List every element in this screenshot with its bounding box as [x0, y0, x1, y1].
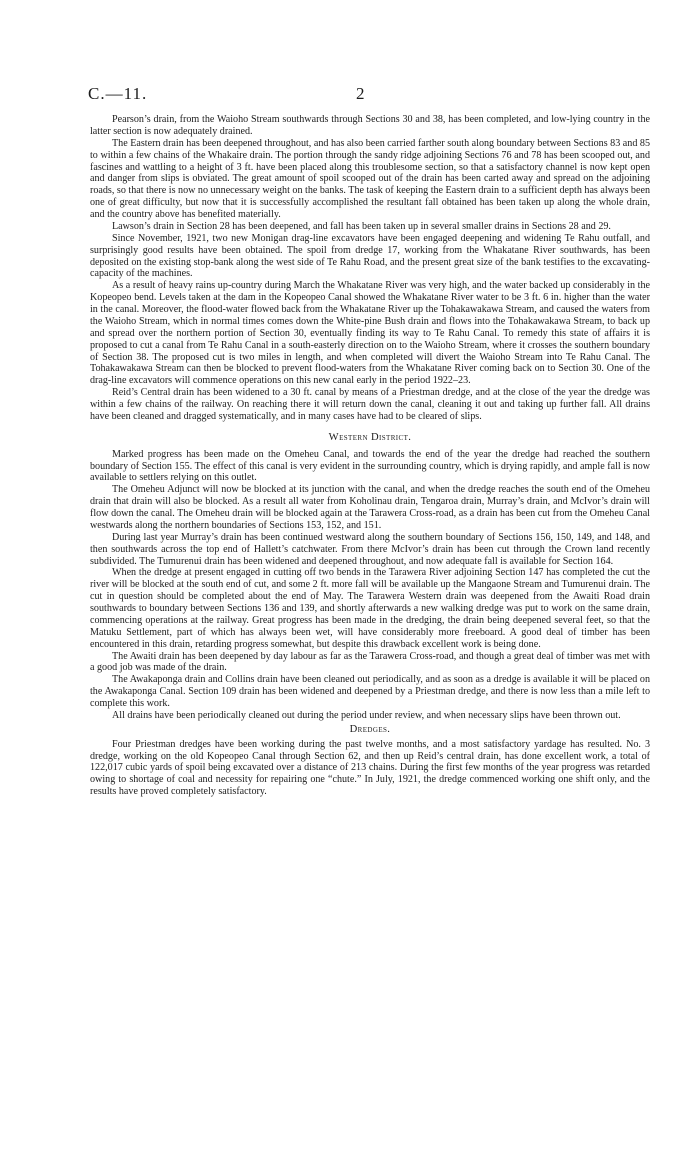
paragraph-murrays-drain: During last year Murray’s drain has been continued westward along the southern boundary of Sections 156, 150, 149, and 148, and then southwards across the top end of Hallett’s catchwater. From there McIvor’s drain has been cut through the Crown land recently subdivided. The Tumurenui drain has been widened and deepened throughout, and now adequate fall is available for Section 164. [90, 531, 650, 567]
paragraph-lawsons-drain: Lawson’s drain in Section 28 has been deepened, and fall has been taken up in several smaller drains in Sections 28 and 29. [112, 220, 611, 232]
paragraph-drag-line-excavators: Since November, 1921, two new Monigan drag-line excavators have been engaged deepening and widening Te Rahu outfall, and surprisingly good results have been obtained. The spoil from dredge 17, working from the Whakatane River southwards, has been deposited on the existing stop-bank along the west side of Te Rahu Road, and the present great size of the bank testifies to the excavating-capacity of the machines. [90, 232, 650, 280]
paragraph-omeheu-adjunct: The Omeheu Adjunct will now be blocked at its junction with the canal, and when the dredge reaches the south end of the Omeheu drain that drain will also be blocked. As a result all water from Koholinau drain, Tengaroa drain, Murray’s drain, and McIvor’s drain will flow down the canal. The Omeheu drain will be blocked again at the Tarawera Cross-road, as a drain has been cut from the Omeheu Canal westwards along the northern boundaries of Sections 153, 152, and 151. [90, 484, 650, 531]
paragraph-pearsons-drain: Pearson’s drain, from the Waioho Stream southwards through Sections 30 and 38, has been completed, and low-lying country in the latter section is now adequately drained. [90, 114, 650, 137]
section-heading-western-district: Western District. [328, 431, 412, 443]
paragraph-omeheu-canal: Marked progress has been made on the Omeheu Canal, and towards the end of the year the dredge had reached the southern boundary of Section 155. The effect of this canal is very evident in the surrounding country, which is drying rapidly, and ample fall is now available to settlers relying on this outlet. [90, 448, 650, 484]
paragraph-heavy-rains: As a result of heavy rains up-country during March the Whakatane River was very high, and the water backed up considerably in the Kopeopeo bend. Levels taken at the dam in the Kopeopeo Canal showed the Whakatane River water to be 3 ft. 6 in. higher than the water in the canal. Moreover, the flood-water flowed back from the Whakatane River up the Tohakawakawa Stream, and caused the waters from the Waioho Stream, which in normal times comes down the White-pine Bush drain and flows into the Tohakawakawa Stream, to back up and spread over the northern portion of Section 30, eventually finding its way to Te Rahu Canal. To remedy this state of affairs it is proposed to cut a canal from Te Rahu Canal in a south-easterly direction on to the Waioho Stream, where it crosses the southern boundary of Section 38. The proposed cut is two miles in length, and when completed will divert the Waioho Stream into Te Rahu Canal. The Tohakawakawa Stream can then be blocked to prevent flood-waters from the Whakatane River coming back on to Section 30. One of the drag-line excavators will commence operations on this new canal early in the period 1922–23. [90, 280, 650, 387]
paragraph-awaiti-drain: The Awaiti drain has been deepened by day labour as far as the Tarawera Cross-road, and though a great deal of timber was met with a good job was made of the drain. [90, 650, 650, 674]
page-header [88, 84, 648, 106]
paragraph-tarawera-dredge: When the dredge at present engaged in cutting off two bends in the Tarawera River adjoining Section 147 has completed the cut the river will be blocked at the south end of cut, and some 2 ft. more fall will be available up the Mangaone Stream and Tumurenui drain. The cut in question should be completed about the end of May. The Tarawera Western drain was deepened from the Awaiti Road drain southwards to boundary between Sections 136 and 139, and shortly afterwards a new walking dredge was put to work on the same drain, commencing operations at the railway. Great progress has been made in the dredging, the drain being deepened several feet, so that the Matuku Settlement, part of which has always been wet, will have considerably more freeboard. A good deal of timber has been encountered in this drain, retarding progress somewhat, but despite this drawback excellent work is being done. [90, 567, 650, 650]
paragraph-eastern-drain: The Eastern drain has been deepened throughout, and has also been carried farther south along boundary between Sections 83 and 85 to within a few chains of the Whakaire drain. The portion through the sandy ridge adjoining Sections 76 and 78 has been scooped out, and fascines and wattling to a height of 3 ft. have been placed along this troublesome section, so that a satisfactory channel is now kept open and danger from slips is obviated. The great amount of spoil scooped out of the drain has been carted away and spread on the adjoining roads, so that there is now no unnecessary weight on the banks. The task of keeping the Eastern drain to a sufficient depth has always been one of great difficulty, but now that it is successfully accomplished the resultant fall obtained has been taken up along the whole drain, and the country above has benefited materially. [90, 137, 650, 220]
document-body [90, 114, 650, 798]
paragraph-awakaponga-drain: The Awakaponga drain and Collins drain have been cleaned out periodically, and as soon as a dredge is available it will be placed on the Awakaponga Canal. Section 109 drain has been widened and deepened by a Priestman dredge, and there is now less than a mile left to complete this work. [90, 674, 650, 709]
paragraph-priestman-dredges: Four Priestman dredges have been working during the past twelve months, and a most satisfactory yardage has resulted. No. 3 dredge, working on the old Kopeopeo Canal through Section 62, and then up Reid’s central drain, has done excellent work, a total of 122,017 cubic yards of spoil being excavated over a distance of 213 chains. During the first few months of the year progress was retarded owing to shortage of coal and necessity for repairing one “chute.” In July, 1921, the dredge commenced working one shift only, and the results have proved completely satisfactory. [90, 738, 650, 798]
page-number: 2 [356, 84, 365, 103]
report-code: C.—11. [88, 84, 148, 103]
paragraph-reids-central-drain: Reid’s Central drain has been widened to a 30 ft. canal by means of a Priestman dredge, and at the close of the year the dredge was within a few chains of the railway. On reaching there it will return down the canal, cleaning it out and taking up further fall. All drains have been cleaned and dragged systematically, and in many cases have had to be cleared of slips. [90, 387, 650, 422]
section-heading-dredges: Dredges. [349, 723, 391, 735]
paragraph-drains-cleaned: All drains have been periodically cleaned out during the period under review, and when necessary slips have been thrown out. [112, 709, 621, 721]
